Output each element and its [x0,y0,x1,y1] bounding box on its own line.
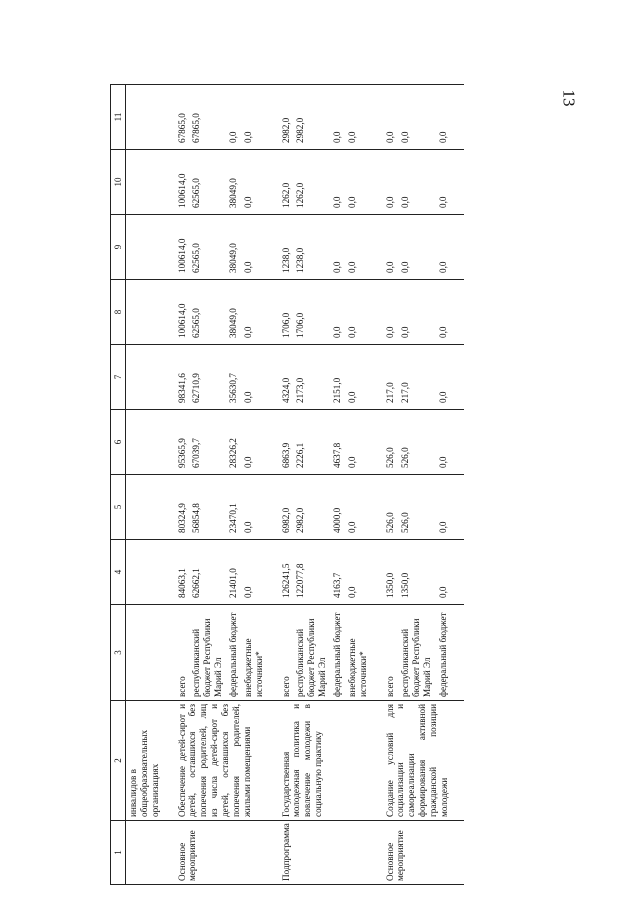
empty-cell [371,410,383,475]
source-cell: всего [175,605,190,701]
value-cell: 0,0 [383,280,399,345]
value-cell: 56854,8 [189,475,226,540]
table-row [279,85,294,885]
group-type-cell: Основное мероприятие [383,821,452,885]
empty-cell [371,475,383,540]
continuation-text: инвалидов в общеобразовательных организациях [126,701,163,821]
header-cell: 6 [111,410,126,475]
value-cell: 0,0 [330,85,345,150]
value-cell: 2151,0 [330,345,345,410]
empty-cell [452,475,464,540]
source-cell: внебюджетные источники* [345,605,371,701]
empty-cell [371,345,383,410]
value-cell: 4000,0 [330,475,345,540]
source-cell: республиканский бюджет Республики Марий Эл [398,605,436,701]
value-cell: 84063,1 [175,540,190,605]
value-cell: 0,0 [241,280,267,345]
value-cell: 38049,0 [226,215,241,280]
value-cell: 2226,1 [293,410,330,475]
value-cell: 0,0 [330,280,345,345]
empty-cell [371,150,383,215]
value-cell: 0,0 [383,215,399,280]
value-cell: 2982,0 [293,85,330,150]
empty-cell [126,821,163,885]
source-cell: внебюджетные источники* [241,605,267,701]
empty-cell [126,280,163,345]
spacer-row [163,85,175,885]
source-cell: федеральный бюджет [330,605,345,701]
spacer-row [267,85,279,885]
value-cell: 0,0 [226,85,241,150]
empty-cell [267,540,279,605]
header-cell: 5 [111,475,126,540]
value-cell: 0,0 [345,85,371,150]
value-cell: 2982,0 [293,475,330,540]
value-cell: 0,0 [330,150,345,215]
value-cell: 4163,7 [330,540,345,605]
value-cell: 62662,1 [189,540,226,605]
empty-cell [163,85,175,150]
value-cell: 0,0 [436,280,452,345]
empty-cell [267,605,279,701]
empty-cell [452,540,464,605]
value-cell: 0,0 [383,150,399,215]
value-cell: 6863,9 [279,410,294,475]
value-cell: 0,0 [436,475,452,540]
value-cell: 0,0 [436,345,452,410]
empty-cell [163,701,175,821]
value-cell: 67865,0 [189,85,226,150]
empty-cell [267,280,279,345]
value-cell: 2982,0 [279,85,294,150]
value-cell: 126241,5 [279,540,294,605]
value-cell: 0,0 [436,410,452,475]
empty-cell [371,701,383,821]
value-cell: 80324,9 [175,475,190,540]
value-cell: 526,0 [383,410,399,475]
value-cell: 1706,0 [279,280,294,345]
value-cell: 0,0 [398,85,436,150]
source-cell: республиканский бюджет Республики Марий Эл [189,605,226,701]
page-number: 13 [559,89,579,107]
empty-cell [371,540,383,605]
value-cell: 122077,8 [293,540,330,605]
empty-cell [452,150,464,215]
value-cell: 100614,0 [175,280,190,345]
group-name-cell: Государственная молодежная политика и вовлечение молодежи в социальную практику [279,701,371,821]
value-cell: 62565,0 [189,280,226,345]
empty-cell [267,150,279,215]
value-cell: 0,0 [345,540,371,605]
value-cell: 28326,2 [226,410,241,475]
value-cell: 38049,0 [226,280,241,345]
spacer-row [371,85,383,885]
value-cell: 217,0 [383,345,399,410]
value-cell: 62565,0 [189,150,226,215]
source-cell: федеральный бюджет [226,605,241,701]
source-cell: федеральный бюджет [436,605,452,701]
value-cell: 0,0 [398,150,436,215]
value-cell: 0,0 [241,85,267,150]
empty-cell [267,345,279,410]
empty-cell [267,85,279,150]
value-cell: 1706,0 [293,280,330,345]
empty-cell [452,410,464,475]
value-cell: 0,0 [436,150,452,215]
header-cell: 8 [111,280,126,345]
empty-cell [371,280,383,345]
empty-cell [267,475,279,540]
table-row [126,85,163,885]
value-cell: 0,0 [383,85,399,150]
header-cell: 1 [111,821,126,885]
empty-cell [267,215,279,280]
empty-cell [126,410,163,475]
empty-cell [452,345,464,410]
rotated-table-wrapper [110,85,558,885]
group-type-cell: Подпрограмма [279,821,371,885]
value-cell: 0,0 [241,475,267,540]
table-row [175,85,190,885]
value-cell: 0,0 [436,540,452,605]
header-cell: 7 [111,345,126,410]
value-cell: 1350,0 [383,540,399,605]
source-cell: всего [383,605,399,701]
empty-cell [163,605,175,701]
empty-cell [126,475,163,540]
value-cell: 0,0 [241,540,267,605]
empty-cell [452,280,464,345]
empty-cell [126,150,163,215]
value-cell: 1238,0 [279,215,294,280]
value-cell: 2173,0 [293,345,330,410]
header-cell: 11 [111,85,126,150]
empty-cell [452,85,464,150]
spacer-row [452,85,464,885]
empty-cell [267,410,279,475]
empty-cell [452,821,464,885]
value-cell: 526,0 [398,410,436,475]
value-cell: 1262,0 [279,150,294,215]
value-cell: 62565,0 [189,215,226,280]
empty-cell [163,540,175,605]
value-cell: 38049,0 [226,150,241,215]
empty-cell [163,150,175,215]
empty-cell [126,345,163,410]
empty-cell [163,475,175,540]
value-cell: 1262,0 [293,150,330,215]
empty-cell [126,215,163,280]
table-container [110,85,558,885]
empty-cell [126,540,163,605]
value-cell: 526,0 [383,475,399,540]
value-cell: 0,0 [436,215,452,280]
value-cell: 0,0 [241,410,267,475]
source-cell: республиканский бюджет Республики Марий Эл [293,605,330,701]
value-cell: 35630,7 [226,345,241,410]
value-cell: 98341,6 [175,345,190,410]
empty-cell [452,215,464,280]
value-cell: 0,0 [345,215,371,280]
header-cell: 3 [111,605,126,701]
empty-cell [126,85,163,150]
value-cell: 0,0 [436,85,452,150]
value-cell: 1238,0 [293,215,330,280]
empty-cell [371,85,383,150]
header-cell: 9 [111,215,126,280]
header-cell: 2 [111,701,126,821]
empty-cell [452,701,464,821]
value-cell: 100614,0 [175,215,190,280]
value-cell: 23470,1 [226,475,241,540]
empty-cell [163,345,175,410]
group-name-cell: Обеспечение детей-сирот и детей, оставшихся без попечения родителей, лиц из числа детей-сирот и детей, оставшихся без попечения родителей, жилыми помещениями [175,701,267,821]
value-cell: 95365,9 [175,410,190,475]
value-cell: 0,0 [345,345,371,410]
value-cell: 0,0 [398,280,436,345]
empty-cell [267,821,279,885]
table-header-row [111,85,126,885]
value-cell: 526,0 [398,475,436,540]
value-cell: 4637,8 [330,410,345,475]
value-cell: 62710,9 [189,345,226,410]
header-cell: 10 [111,150,126,215]
table-body [126,85,464,885]
empty-cell [163,280,175,345]
value-cell: 1350,0 [398,540,436,605]
empty-cell [371,215,383,280]
financing-table [110,84,464,885]
empty-cell [371,821,383,885]
value-cell: 67865,0 [175,85,190,150]
value-cell: 67039,7 [189,410,226,475]
empty-cell [371,605,383,701]
value-cell: 0,0 [345,410,371,475]
table-row [383,85,399,885]
value-cell: 0,0 [241,345,267,410]
value-cell: 21401,0 [226,540,241,605]
value-cell: 6982,0 [279,475,294,540]
empty-cell [126,605,163,701]
value-cell: 0,0 [330,215,345,280]
header-cell: 4 [111,540,126,605]
value-cell: 0,0 [241,215,267,280]
value-cell: 0,0 [345,150,371,215]
value-cell: 0,0 [345,475,371,540]
empty-cell [163,410,175,475]
empty-cell [163,821,175,885]
value-cell: 100614,0 [175,150,190,215]
value-cell: 0,0 [345,280,371,345]
group-type-cell: Основное мероприятие [175,821,267,885]
source-cell: всего [279,605,294,701]
empty-cell [163,215,175,280]
value-cell: 4324,0 [279,345,294,410]
empty-cell [452,605,464,701]
empty-cell [267,701,279,821]
value-cell: 217,0 [398,345,436,410]
group-name-cell: Создание условий для социализации и самореализации формирования активной гражданской позиции молодежи [383,701,452,821]
value-cell: 0,0 [398,215,436,280]
value-cell: 0,0 [241,150,267,215]
